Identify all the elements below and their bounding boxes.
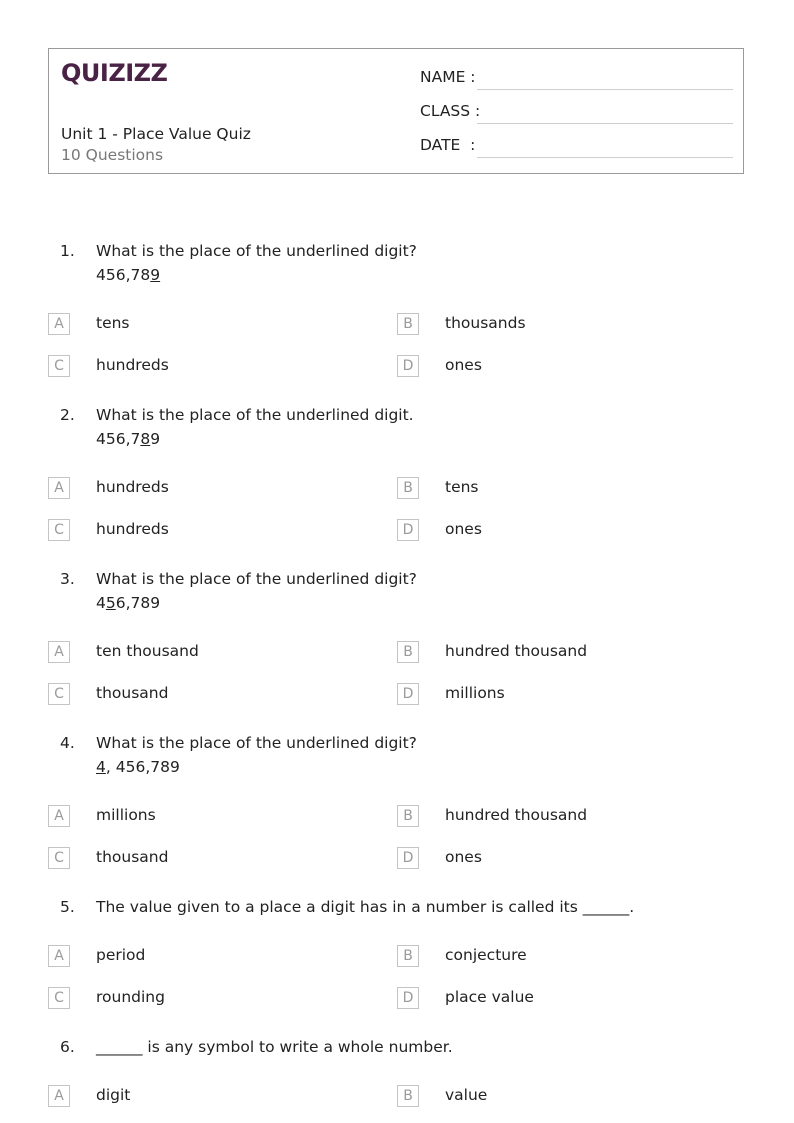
class-field (420, 102, 480, 120)
option-letter-box: A (48, 945, 70, 967)
question-number: 1. (60, 242, 75, 260)
name-field (420, 68, 476, 86)
question-number-sample: 456,789 (96, 266, 161, 284)
question-number: 2. (60, 406, 75, 424)
date-line[interactable] (477, 157, 733, 158)
underlined-digit: 4 (96, 758, 106, 776)
question-number-sample: 456,789 (96, 594, 161, 612)
question-number: 6. (60, 1038, 75, 1056)
option-letter-box: D (397, 847, 419, 869)
option-letter-box: B (397, 1085, 419, 1107)
option-letter-box: C (48, 987, 70, 1009)
option-letter-box: C (48, 519, 70, 541)
option-text: hundreds (96, 478, 169, 496)
option-text: rounding (96, 988, 165, 1006)
option-text: hundreds (96, 356, 169, 374)
option-letter-box: A (48, 313, 70, 335)
option-letter-box: A (48, 477, 70, 499)
option-text: tens (96, 314, 130, 332)
option-letter-box: B (397, 477, 419, 499)
class-line[interactable] (477, 123, 733, 124)
option-text: tens (445, 478, 479, 496)
option-text: ones (445, 848, 482, 866)
option-letter-box: A (48, 1085, 70, 1107)
date-field (420, 136, 475, 154)
option-text: millions (96, 806, 156, 824)
option-letter-box: B (397, 805, 419, 827)
option-letter-box: D (397, 519, 419, 541)
question-number: 3. (60, 570, 75, 588)
option-letter-box: B (397, 945, 419, 967)
option-letter-box: D (397, 683, 419, 705)
underlined-digit: 5 (105, 594, 116, 612)
option-text: thousand (96, 848, 169, 866)
worksheet-header (48, 48, 744, 174)
question-text: The value given to a place a digit has in a number is called its ______. (96, 898, 635, 916)
option-text: period (96, 946, 146, 964)
name-label: NAME : (420, 68, 476, 86)
quizizz-logo: QUIZIZZ (61, 59, 168, 87)
question-count: 10 Questions (61, 146, 164, 164)
option-text: hundred thousand (445, 642, 588, 660)
option-letter-box: A (48, 641, 70, 663)
option-text: ones (445, 520, 482, 538)
name-line[interactable] (477, 89, 733, 90)
option-text: thousands (445, 314, 526, 332)
option-letter-box: D (397, 987, 419, 1009)
option-text: place value (445, 988, 534, 1006)
question-text: What is the place of the underlined digit. (96, 406, 414, 424)
underlined-digit: 8 (140, 430, 151, 448)
question-text: What is the place of the underlined digit? (96, 242, 417, 260)
option-letter-box: C (48, 847, 70, 869)
option-text: hundred thousand (445, 806, 588, 824)
option-letter-box: B (397, 641, 419, 663)
question-number: 4. (60, 734, 75, 752)
option-text: thousand (96, 684, 169, 702)
option-letter-box: C (48, 683, 70, 705)
question-text: ______ is any symbol to write a whole number. (96, 1038, 453, 1056)
class-label: CLASS : (420, 102, 481, 120)
question-text: What is the place of the underlined digit? (96, 570, 417, 588)
option-letter-box: C (48, 355, 70, 377)
underlined-digit: 9 (150, 266, 161, 284)
quiz-title: Unit 1 - Place Value Quiz (61, 125, 251, 143)
option-text: ten thousand (96, 642, 199, 660)
option-text: millions (445, 684, 505, 702)
question-number-sample: 4, 456,789 (96, 758, 180, 776)
question-number-sample: 456,789 (96, 430, 161, 448)
option-letter-box: A (48, 805, 70, 827)
option-text: ones (445, 356, 482, 374)
option-letter-box: D (397, 355, 419, 377)
option-text: digit (96, 1086, 131, 1104)
option-text: conjecture (445, 946, 527, 964)
question-number: 5. (60, 898, 75, 916)
question-text: What is the place of the underlined digit? (96, 734, 417, 752)
date-label: DATE : (420, 136, 476, 154)
option-text: hundreds (96, 520, 169, 538)
option-text: value (445, 1086, 488, 1104)
option-letter-box: B (397, 313, 419, 335)
